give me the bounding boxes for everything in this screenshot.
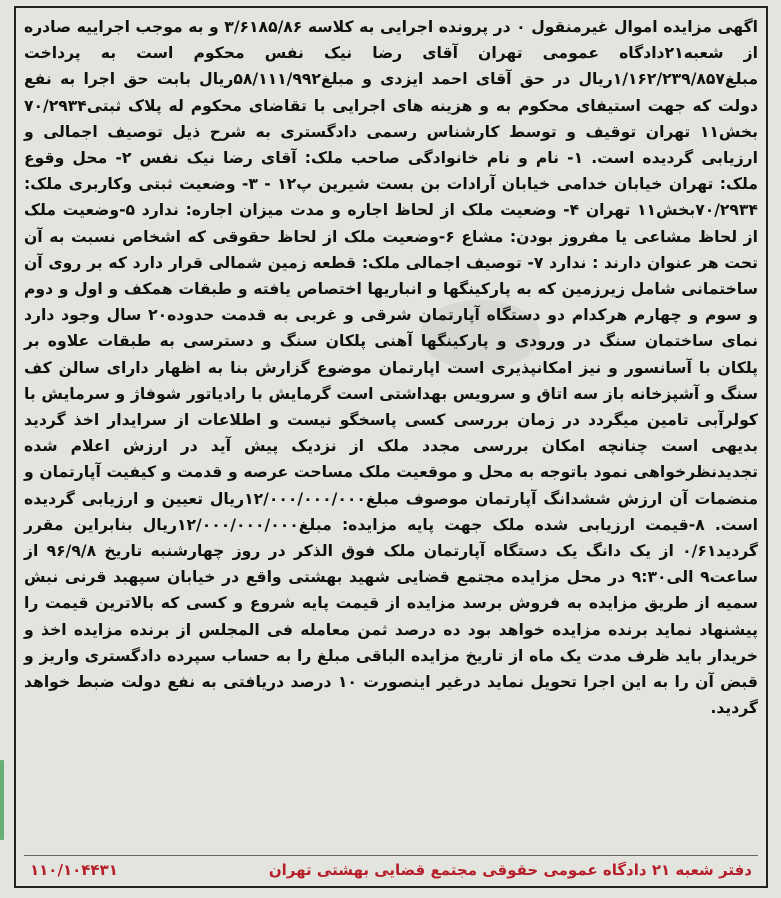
auction-notice-body: اگهی مزایده اموال غیرمنقول ۰ در پرونده اجرایی به کلاسه ۳/۶۱۸۵/۸۶ و به موجب اجراییه صادره از شعبه۲۱دادگاه عمومی تهران آقای رضا نیک نفس محکوم است به پرداخت مبلغ۱/۱۶۲/۲۳۹/۸۵۷ریال در حق آقای احمد ایزدی و مبلغ۵۸/۱۱۱/۹۹۲ریال بابت حق اجرا به نفع دولت که جهت استیفای محکوم به و هزینه های اجرایی با تقاضای محکوم له پلاک ثبتی۷۰/۲۹۳۴ بخش۱۱ تهران توقیف و توسط کارشناس رسمی دادگستری به شرح ذیل توصیف اجمالی و ارزیابی گردیده است. ۱- نام و نام خانوادگی صاحب ملک: آقای رضا نیک نفس ۲- محل وقوع ملک: تهران خیابان خدامی خیابان آرادات بن بست شیرین پ۱۲ - ۳- وضعیت ثبتی وکاربری ملک: ۷۰/۲۹۳۴بخش۱۱ تهران ۴- وضعیت ملک از لحاظ اجاره و مدت میزان اجاره: ندارد ۵-وضعیت ملک از لحاظ مشاعی یا مفروز بودن: مشاع ۶-وضعیت ملک از لحاظ حقوقی که اشخاص نسبت به آن تحت هر عنوان دارند : ندارد ۷- توصیف اجمالی ملک: قطعه زمین شمالی قرار دارد که بر روی آن ساختمانی شامل زیرزمین که به پارکینگها و انباریها اختصاص یافته و طبقات همکف و اول و دوم و سوم و چهارم هرکدام دو دستگاه آپارتمان شرقی و غربی به قدمت حدوده۲۰ سال وجود دارد نمای ساختمان سنگ در ورودی و پارکینگها آهنی پلکان سنگ و دسترسی به طبقات علاوه بر پلکان با آسانسور و نیز امکانپذیری است اپارتمان موضوع گزارش بنا به اظهار دارای سالن کف سنگ و آشپزخانه باز سه اتاق و سرویس بهداشتی است گرمایش با رادیاتور شوفاژ و سرمایش با کولرآبی تامین میگردد در زمان بررسی کسی پاسخگو نیست و اطلاعات از سرایدار اخذ گردید بدیهی است چنانچه امکان بررسی مجدد ملک از نزدیک پیش آید در ارزش اعلام شده تجدیدنظرخواهی نمود باتوجه به محل و موقعیت ملک مساحت عرصه و قدمت و کیفیت آپارتمان و منضمات آن ارزش ششدانگ آپارتمان موصوف مبلغ۱۲/۰۰۰/۰۰۰/۰۰۰ریال تعیین و ارزیابی گردیده است. ۸-قیمت ارزیابی شده ملک جهت پایه مزایده: مبلغ۱۲/۰۰۰/۰۰۰/۰۰۰ریال بنابراین مقرر گردید۰/۶۱ از یک دانگ یک دستگاه آپارتمان ملک فوق الذکر در روز چهارشنبه تاریخ ۹۶/۹/۸ از ساعت۹ الی۹:۳۰ در محل مزایده مجتمع قضایی شهید بهشتی واقع در خیابان سپهبد قرنی نبش سمیه از طریق مزایده به فروش برسد مزایده از قیمت پایه شروع و کسی که بالاترین قیمت را پیشنهاد نماید برنده مزایده خواهد بود ده درصد ثمن معامله فی المجلس از برنده مزایده اخذ و خریدار باید ظرف مدت یک ماه از تاریخ مزایده الباقی مبلغ را به حساب سپرده دادگستری واریز و قبض آن را به این اجرا تحویل نماید درغیر اینصورت ۱۰ درصد دریافتی به نفع دولت ضبط خواهد گردید.	[24, 18, 759, 718]
footer-reference-number: ۱۱۰/۱۰۴۴۳۱	[30, 861, 118, 879]
notice-footer	[24, 855, 758, 884]
footer-office-name: دفتر شعبه ۲۱ دادگاه عمومی حقوقی مجتمع قضایی بهشتی تهران	[268, 861, 752, 879]
